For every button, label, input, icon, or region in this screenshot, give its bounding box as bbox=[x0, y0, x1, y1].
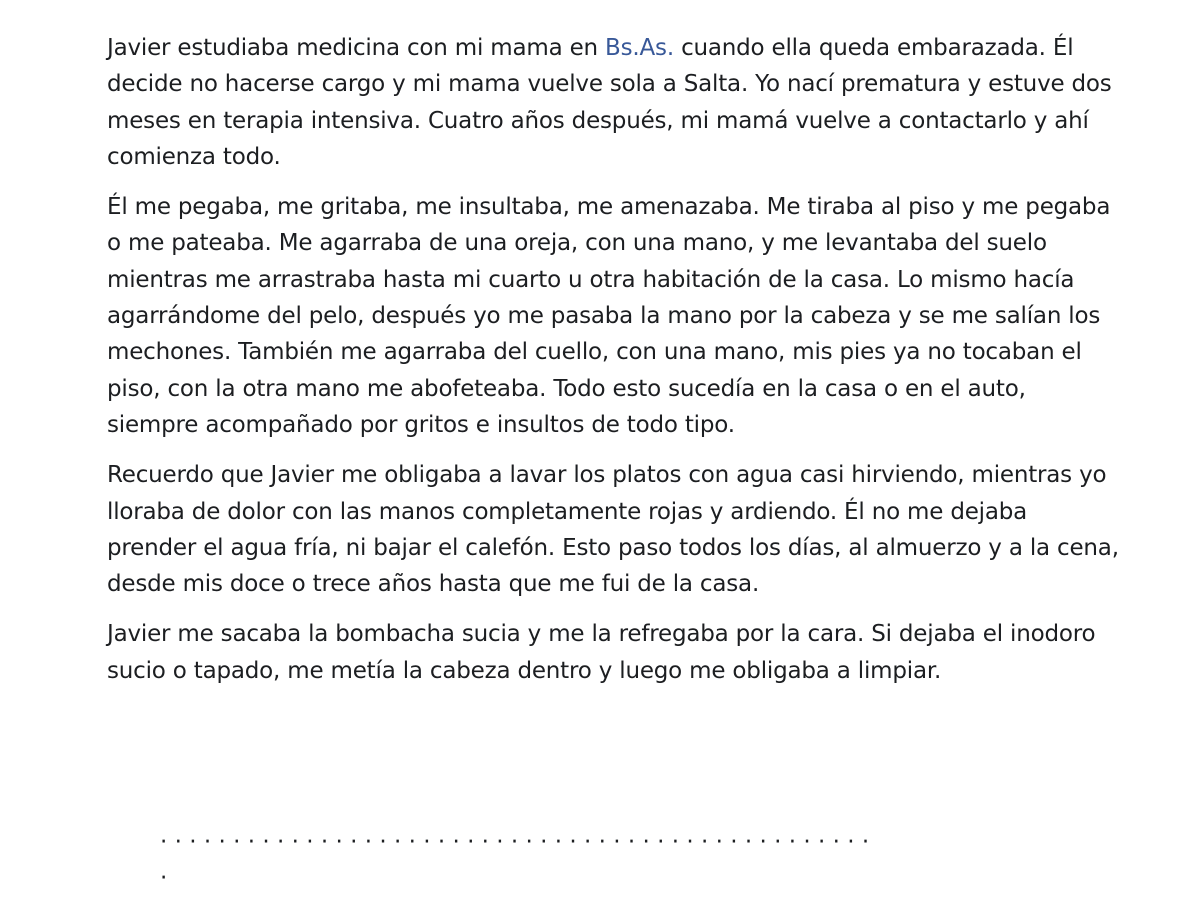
hashtag-link-bs-as[interactable]: Bs.As. bbox=[605, 35, 674, 61]
cut-off-text-line: · · · · · · · · · · · · · · · · · · · · · · · · · · · · · · · · · · · · · · · · · · · · · · · · · · bbox=[160, 829, 870, 891]
paragraph-3: Recuerdo que Javier me obligaba a lavar los platos con agua casi hirviendo, mientras yo lloraba de dolor con las manos completamente rojas y ardiendo. Él no me dejaba prender el agua fría, ni bajar el calefón. Esto paso todos los días, al almuerzo y a la cena, desde mis doce o trece años hasta que me fui de la casa. bbox=[107, 462, 1119, 598]
paragraph-4: Javier me sacaba la bombacha sucia y me la refregaba por la cara. Si dejaba el inodoro sucio o tapado, me metía la cabeza dentro y luego me obligaba a limpiar. bbox=[107, 621, 1096, 684]
paragraph-2: Él me pegaba, me gritaba, me insultaba, me amenazaba. Me tiraba al piso y me pegaba o me pateaba. Me agarraba de una oreja, con una mano, y me levantaba del suelo mientras me arrastraba hasta mi cuarto u otra habitación de la casa. Lo mismo hacía agarrándome del pelo, después yo me pasaba la mano por la cabeza y se me salían los mechones. También me agarraba del cuello, con una mano, mis pies ya no tocaban el piso, con la otra mano me abofeteaba. Todo esto sucedía en la casa o en el auto, siempre acompañado por gritos e insultos de todo tipo. bbox=[107, 194, 1111, 438]
paragraph-1-after: cuando ella queda embarazada. Él decide no hacerse cargo y mi mama vuelve sola a Salta. Yo nací prematura y estuve dos meses en terapia intensiva. Cuatro años después, mi mamá vuelve a contactarlo y ahí comienza todo. bbox=[107, 35, 1112, 170]
paragraph-1-before: Javier estudiaba medicina con mi mama en bbox=[107, 35, 606, 61]
paragraph-1 bbox=[107, 30, 1120, 175]
